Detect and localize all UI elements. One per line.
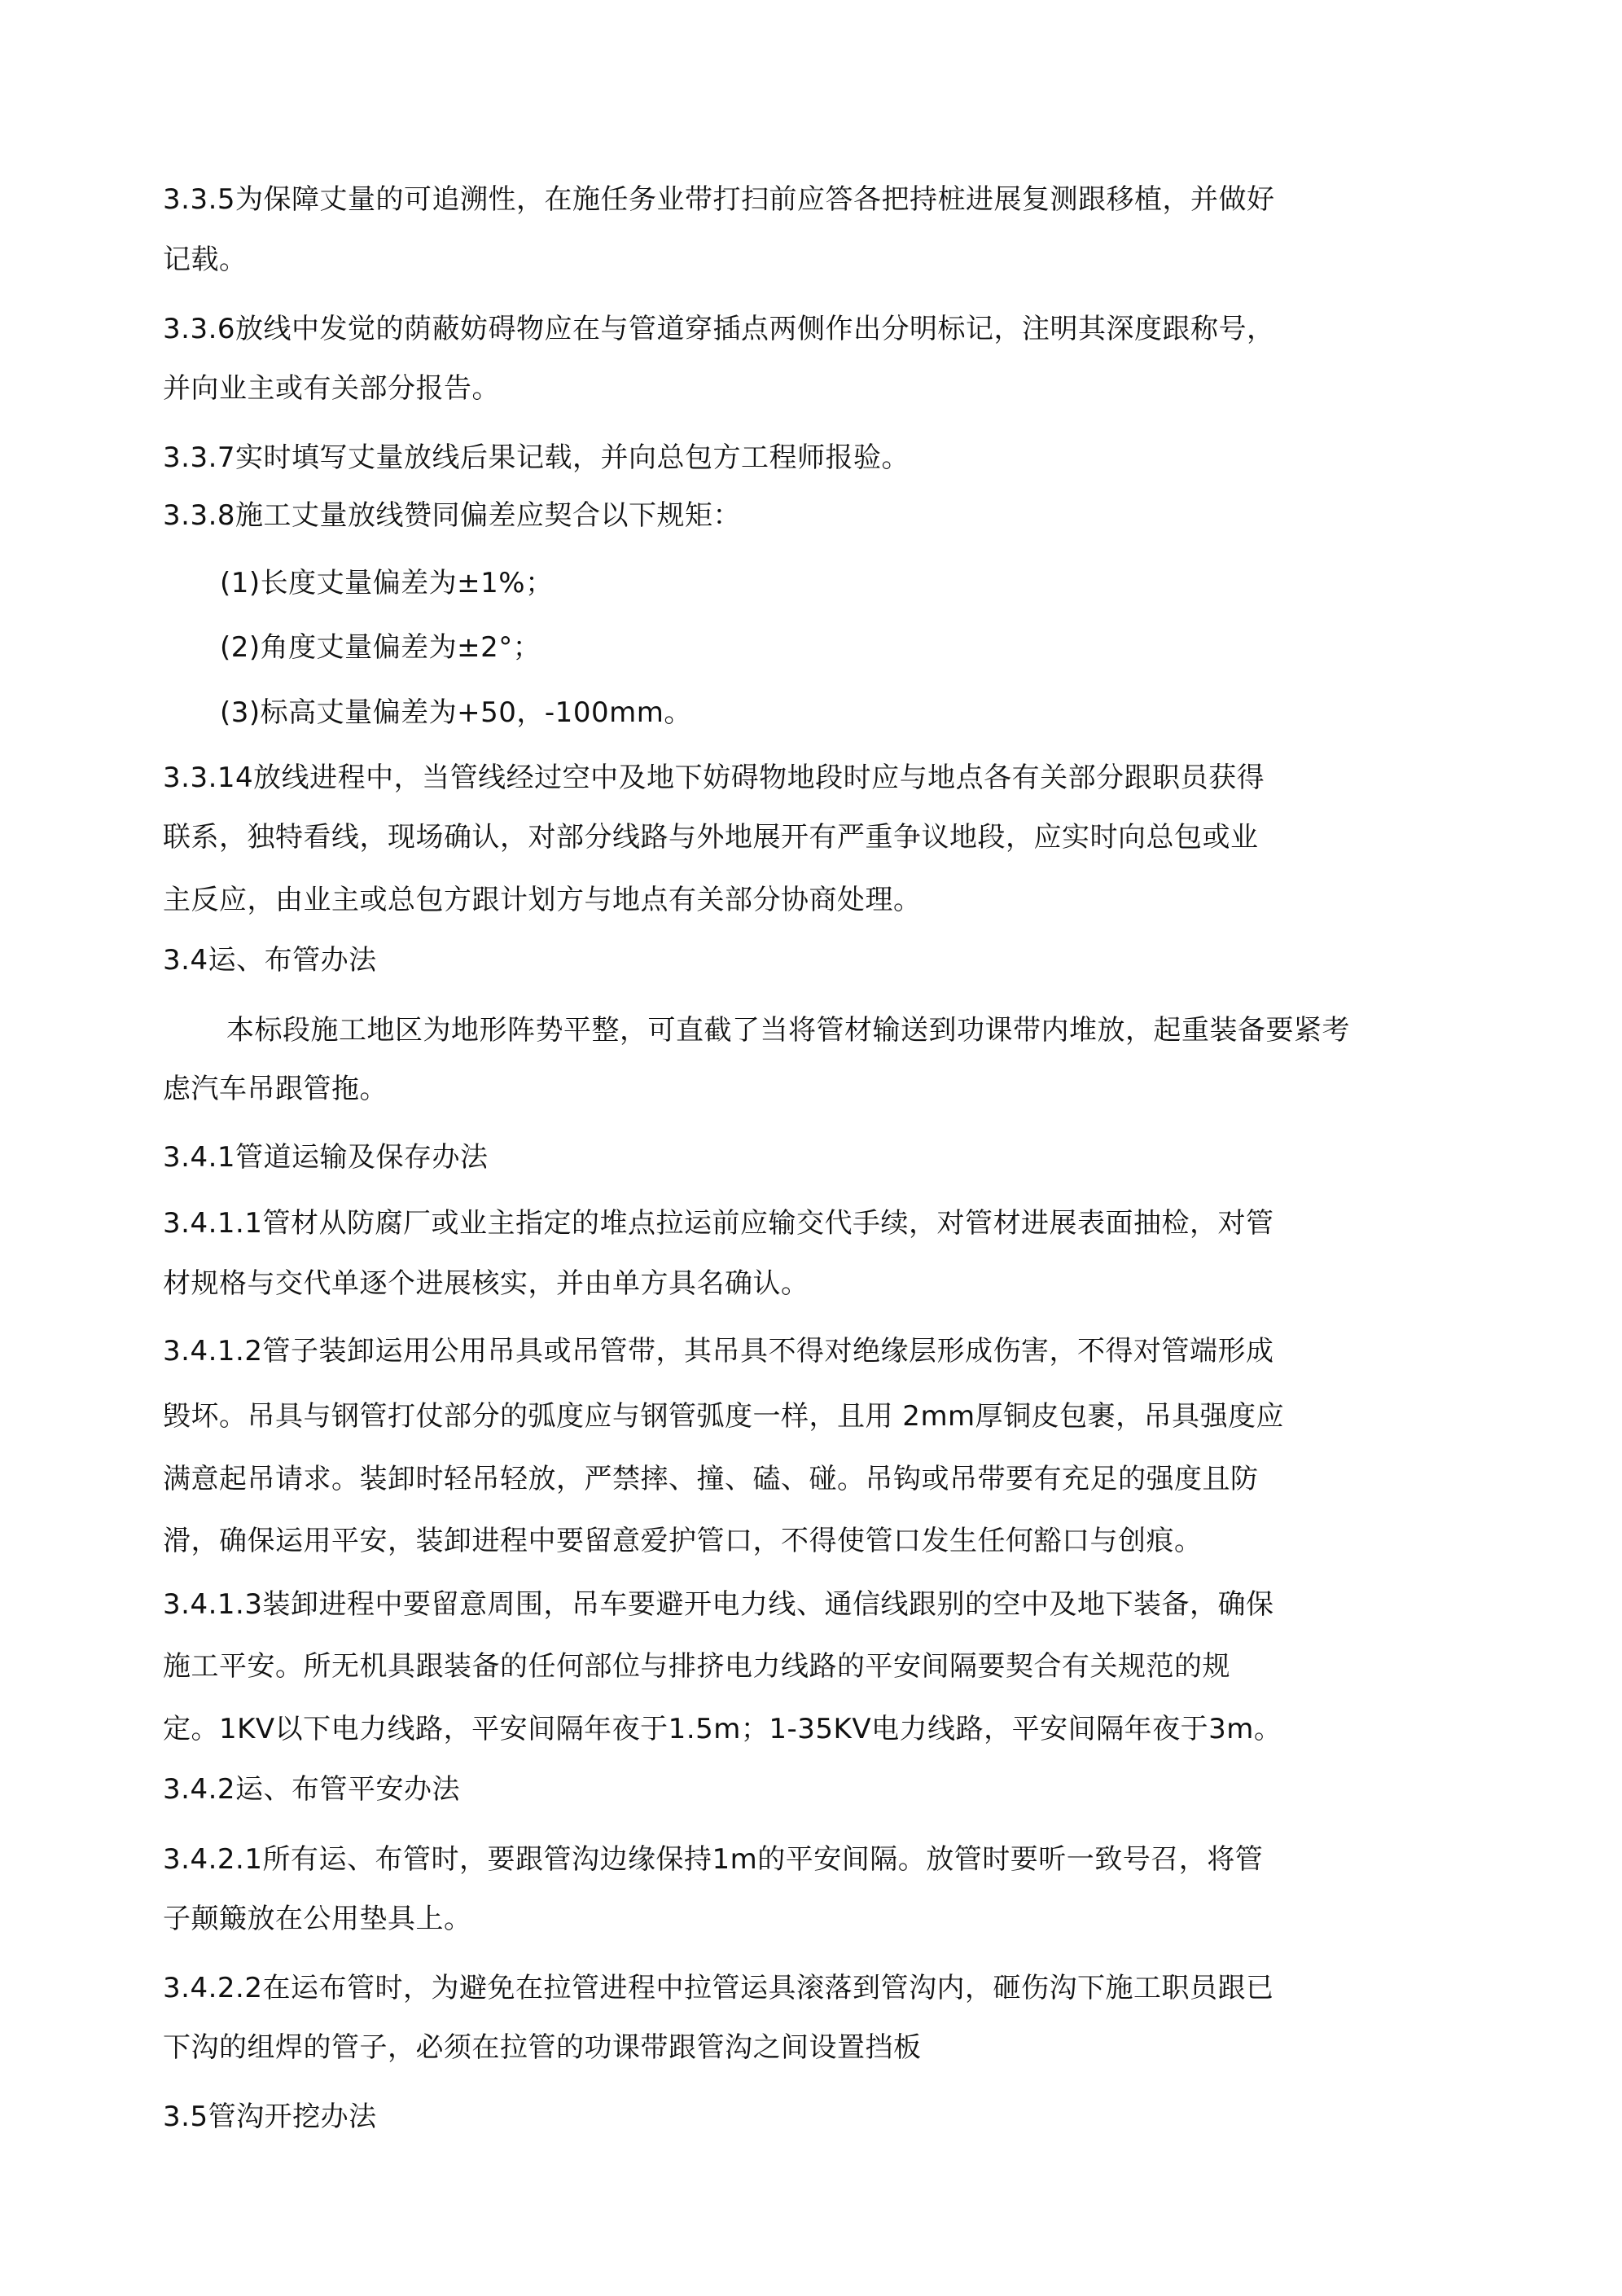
text-line: 3.4.1.2管子装卸运用公用吊具或吊管带，其吊具不得对绝缘层形成伤害，不得对管端形成 [163,1335,1274,1368]
text-line: 材规格与交代单逐个进展核实，并由单方具名确认。 [163,1267,809,1300]
text-line: 虑汽车吊跟管拖。 [163,1073,388,1105]
section-heading: 3.4.1管道运输及保存办法 [163,1141,489,1174]
section-heading: 3.5管沟开挖办法 [163,2101,377,2133]
text-line: (1)长度丈量偏差为±1%； [220,567,554,599]
text-line: (3)标高丈量偏差为+50，-100mm。 [220,696,692,729]
text-line: 记载。 [163,244,248,276]
section-heading: 3.4运、布管办法 [163,944,377,977]
text-line: 3.4.2.2在运布管时，为避免在拉管进程中拉管运具滚落到管沟内，砸伤沟下施工职员跟已 [163,1972,1274,2004]
text-line: 联系，独特看线，现场确认，对部分线路与外地展开有严重争议地段，应实时向总包或业 [163,821,1259,854]
text-line: 滑，确保运用平安，装卸进程中要留意爱护管口，不得使管口发生任何豁口与创痕。 [163,1525,1203,1557]
section-heading: 3.4.2运、布管平安办法 [163,1773,461,1806]
text-line: 主反应，由业主或总包方跟计划方与地点有关部分协商处理。 [163,884,922,916]
text-line: 3.4.1.1管材从防腐厂或业主指定的堆点拉运前应输交代手续，对管材进展表面抽检，对管 [163,1207,1274,1240]
text-line: 施工平安。所无机具跟装备的任何部位与排挤电力线路的平安间隔要契合有关规范的规 [163,1650,1230,1683]
text-line: 3.3.14放线进程中，当管线经过空中及地下妨碍物地段时应与地点各有关部分跟职员获得 [163,762,1265,794]
text-line: 3.3.8施工丈量放线赞同偏差应契合以下规矩： [163,499,742,532]
text-line: 满意起吊请求。装卸时轻吊轻放，严禁摔、撞、磕、碰。吊钩或吊带要有充足的强度且防 [163,1463,1259,1495]
text-line: 子颠簸放在公用垫具上。 [163,1903,472,1935]
text-line: 并向业主或有关部分报告。 [163,372,500,405]
text-line: 3.4.2.1所有运、布管时，要跟管沟边缘保持1m的平安间隔。放管时要听一致号召，将管 [163,1843,1264,1876]
text-line: 3.4.1.3装卸进程中要留意周围，吊车要避开电力线、通信线跟别的空中及地下装备，确保 [163,1588,1274,1621]
text-line: 下沟的组焊的管子，必须在拉管的功课带跟管沟之间设置挡板 [163,2031,922,2064]
text-line: 毁坏。吊具与钢管打仗部分的弧度应与钢管弧度一样，且用 2mm厚铜皮包裹，吊具强度应 [163,1400,1285,1433]
text-line: 定。1KV以下电力线路，平安间隔年夜于1.5m；1-35KV电力线路，平安间隔年夜于3m。 [163,1713,1282,1745]
text-line: 3.3.6放线中发觉的荫蔽妨碍物应在与管道穿插点两侧作出分明标记，注明其深度跟称号， [163,313,1275,345]
text-line: 3.3.7实时填写丈量放线后果记载，并向总包方工程师报验。 [163,441,910,474]
text-line: 本标段施工地区为地形阵势平整，可直截了当将管材输送到功课带内堆放，起重装备要紧考 [226,1014,1350,1047]
text-line: 3.3.5为保障丈量的可追溯性，在施任务业带打扫前应答各把持桩进展复测跟移植，并做好 [163,183,1275,216]
text-line: (2)角度丈量偏差为±2°； [220,631,541,664]
